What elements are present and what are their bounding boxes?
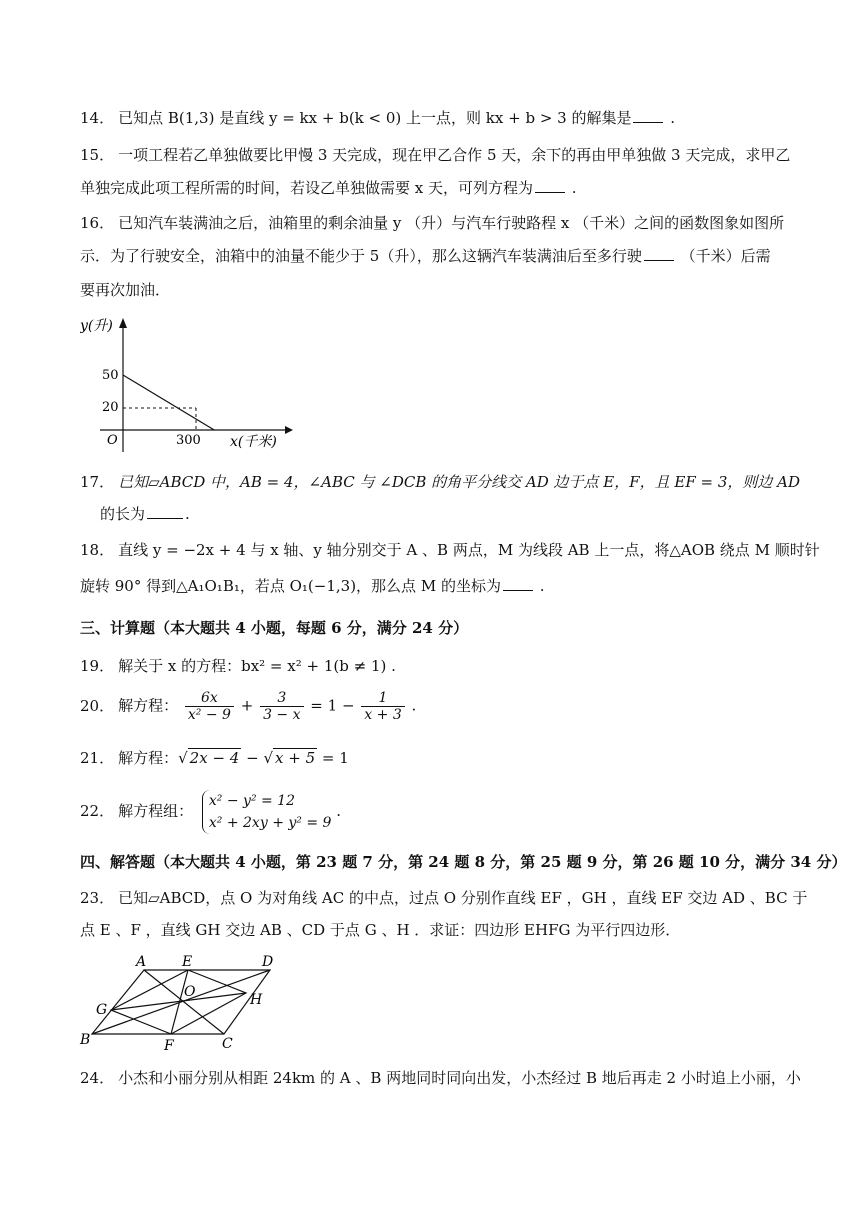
- label-H: H: [250, 992, 263, 1008]
- label-A: A: [136, 954, 147, 970]
- question-16-line-2: 示．为了行驶安全，油箱中的油量不能少于 5（升），那么这辆汽车装满油后至多行驶 （千米）后需: [80, 247, 771, 265]
- question-14: 14． 已知点 B(1,3) 是直线 y = kx + b(k < 0) 上一点，则 kx + b > 3 的解集是 .: [80, 109, 676, 127]
- question-17-line-2: 的长为 .: [100, 505, 190, 523]
- question-16-line-1: 16． 已知汽车装满油之后，油箱里的剩余油量 y （升）与汽车行驶路程 x （千米）之间的函数图象如图所: [80, 214, 785, 232]
- question-22: 22． 解方程组： x² − y² = 12 x² + 2xy + y² = 9 .: [80, 790, 341, 834]
- label-G: G: [96, 1002, 108, 1018]
- fraction-1: $\frac{6x}{\text{x² − 9}}$: [185, 690, 234, 723]
- answer-blank[interactable]: [633, 108, 663, 123]
- y-axis-arrow: [119, 318, 127, 328]
- question-15-line-2: 单独完成此项工程所需的时间，若设乙单独做需要 x 天，可列方程为 .: [80, 179, 577, 197]
- label-B: B: [80, 1032, 91, 1048]
- question-24-line-1: 24． 小杰和小丽分别从相距 24km 的 A 、B 两地同时同向出发，小杰经过 B 地后再走 2 小时追上小丽，小: [80, 1069, 801, 1087]
- x-axis-arrow: [285, 426, 293, 434]
- x-axis-label: x(千米): [230, 434, 277, 450]
- question-16-line-3: 要再次加油．: [80, 281, 171, 299]
- label-E: E: [182, 954, 193, 970]
- section-4-title: 四、解答题（本大题共 4 小题，第 23 题 7 分，第 24 题 8 分，第 25 题 9 分，第 26 题 10 分，满分 34 分）: [80, 853, 847, 871]
- y-tick-20: 20: [102, 400, 119, 415]
- section-3-title: 三、计算题（本大题共 4 小题，每题 6 分，满分 24 分）: [80, 619, 469, 637]
- answer-blank[interactable]: [535, 178, 565, 193]
- question-18-line-1: 18． 直线 y = −2x + 4 与 x 轴、y 轴分别交于 A 、B 两点，M 为线段 AB 上一点，将△AOB 绕点 M 顺时针: [80, 541, 820, 559]
- label-O: O: [184, 984, 196, 1000]
- sqrt-sign: √: [263, 749, 273, 767]
- label-D: D: [262, 954, 274, 970]
- sqrt-sign: √: [178, 749, 188, 767]
- question-21: 21． 解方程：√ 2x − 4 − √ x + 5 = 1: [80, 749, 349, 767]
- equation-system: x² − y² = 12 x² + 2xy + y² = 9: [202, 790, 332, 834]
- label-C: C: [222, 1036, 233, 1052]
- y-tick-50: 50: [102, 368, 119, 383]
- fuel-line: [123, 375, 214, 430]
- question-20: 20． 解方程： $\frac{6x}{\text{x² − 9}}$ + $\frac{3}{3 - x}$ = 1 − $\frac{1}{x + 3}$ .: [80, 690, 417, 723]
- fraction-3: $\frac{1}{x + 3}$: [361, 690, 404, 723]
- fuel-graph: [80, 312, 300, 452]
- question-23-line-1: 23． 已知▱ABCD，点 O 为对角线 AC 的中点，过点 O 分别作直线 EF ，GH ，直线 EF 交边 AD 、BC 于: [80, 889, 808, 907]
- question-17-line-1: 17． 已知▱ABCD 中，AB = 4，∠ABC 与 ∠DCB 的角平分线交 AD 边于点 E，F，且 EF = 3，则边 AD: [80, 473, 801, 491]
- answer-blank[interactable]: [147, 504, 183, 519]
- origin-label: O: [107, 433, 118, 448]
- parallelogram-figure: [78, 950, 288, 1056]
- y-axis-label: y(升): [80, 318, 113, 334]
- x-tick-300: 300: [176, 433, 201, 448]
- question-18-line-2: 旋转 90° 得到△A₁O₁B₁，若点 O₁(−1,3)，那么点 M 的坐标为 .: [80, 577, 545, 595]
- answer-blank[interactable]: [503, 576, 533, 591]
- label-F: F: [164, 1038, 174, 1054]
- question-23-line-2: 点 E 、F ，直线 GH 交边 AB 、CD 于点 G 、H ．求证：四边形 EHFG 为平行四边形．: [80, 921, 681, 939]
- question-15-line-1: 15． 一项工程若乙单独做要比甲慢 3 天完成，现在甲乙合作 5 天，余下的再由甲单独做 3 天完成，求甲乙: [80, 146, 791, 164]
- fraction-2: $\frac{3}{3 - x}$: [260, 690, 303, 723]
- question-19: 19． 解关于 x 的方程：bx² = x² + 1(b ≠ 1) .: [80, 657, 396, 675]
- answer-blank[interactable]: [644, 246, 674, 261]
